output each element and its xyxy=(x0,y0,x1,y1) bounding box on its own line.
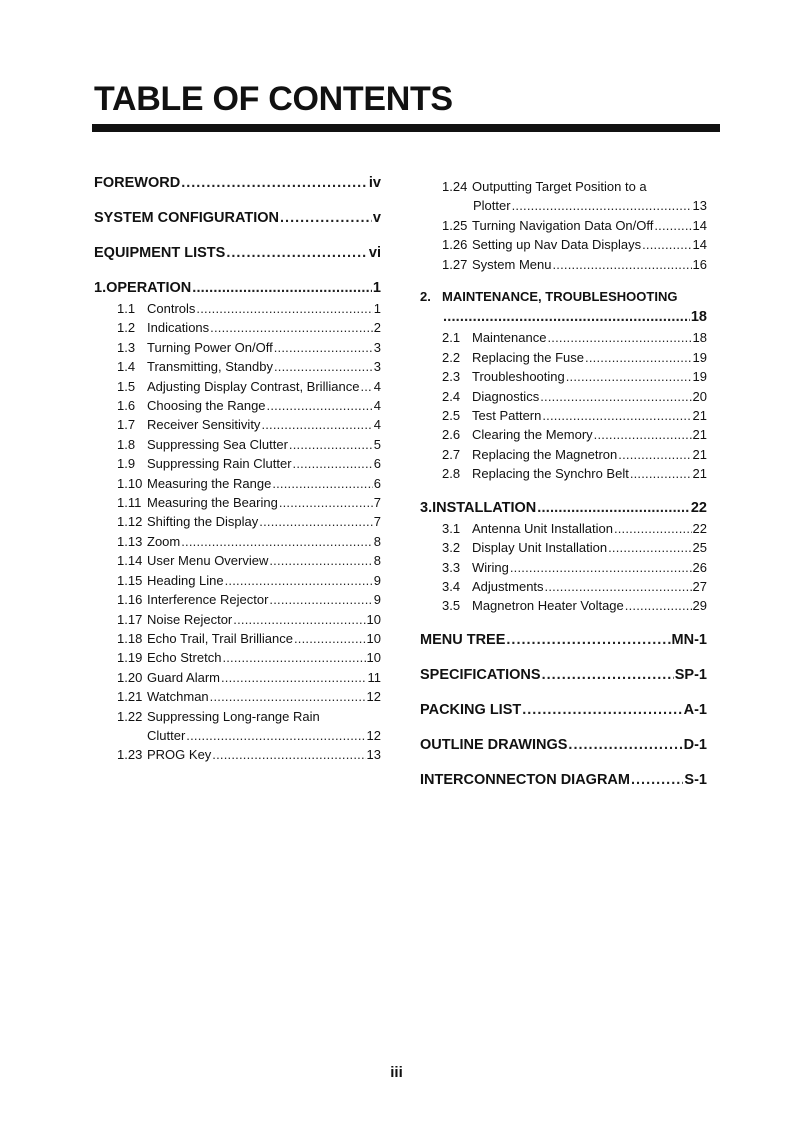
section-number: 3.2 xyxy=(442,540,461,556)
section-label: Receiver Sensitivity xyxy=(147,417,261,433)
toc-section[interactable] xyxy=(94,474,381,493)
section-number: 3.1 xyxy=(442,520,461,536)
section-number: 1.17 xyxy=(117,611,143,627)
section-page: 10 xyxy=(366,611,381,627)
entry-page: MN-1 xyxy=(671,631,707,648)
entry-page: A-1 xyxy=(683,701,707,718)
section-label: Measuring the Range xyxy=(147,475,272,491)
section-number: 1.2 xyxy=(117,320,136,336)
section-label: Setting up Nav Data Displays xyxy=(472,237,642,253)
toc-entry-packing-list[interactable] xyxy=(420,699,707,721)
toc-section[interactable] xyxy=(94,571,381,590)
toc-section[interactable] xyxy=(94,551,381,570)
dot-leader xyxy=(274,357,373,376)
dot-leader xyxy=(537,497,690,519)
section-label: Suppressing Sea Clutter xyxy=(147,436,288,452)
section-page: 6 xyxy=(373,456,381,472)
dot-leader xyxy=(608,538,691,557)
toc-entry-foreword[interactable] xyxy=(94,172,381,194)
toc-section[interactable] xyxy=(94,648,381,667)
chapter-label: INSTALLATION xyxy=(432,499,537,516)
section-label: Outputting Target Position to a xyxy=(472,179,647,194)
section-label: Interference Rejector xyxy=(147,592,269,608)
section-number: 1.24 xyxy=(442,179,468,194)
dot-leader xyxy=(233,610,365,629)
section-page: 12 xyxy=(366,727,381,743)
section-page: 4 xyxy=(373,378,381,394)
section-page: 27 xyxy=(692,578,707,594)
toc-section[interactable] xyxy=(420,255,707,274)
section-page: 4 xyxy=(373,417,381,433)
section-page: 7 xyxy=(373,495,381,511)
toc-section[interactable] xyxy=(94,707,381,726)
dot-leader xyxy=(181,532,373,551)
entry-label: PACKING LIST xyxy=(420,701,522,718)
dot-leader xyxy=(272,474,372,493)
entry-label: FOREWORD xyxy=(94,175,181,191)
section-label: Suppressing Rain Clutter xyxy=(147,456,292,472)
dot-leader xyxy=(506,629,670,651)
page-title: TABLE OF CONTENTS xyxy=(94,80,453,118)
toc-section[interactable] xyxy=(94,377,381,396)
section-page: 14 xyxy=(692,217,707,233)
toc-entry-specifications[interactable] xyxy=(420,664,707,686)
section-label: Measuring the Bearing xyxy=(147,495,278,511)
dot-leader xyxy=(568,734,682,756)
dot-leader xyxy=(512,196,692,215)
section-page: 16 xyxy=(692,256,707,272)
section-number: 1.27 xyxy=(442,256,468,272)
section-page: 21 xyxy=(692,427,707,443)
dot-leader xyxy=(542,406,691,425)
section-number: 1.23 xyxy=(117,747,143,763)
section-label: Replacing the Fuse xyxy=(472,349,585,365)
section-number: 2.7 xyxy=(442,446,461,462)
section-label: Indications xyxy=(147,320,210,336)
toc-section-continuation[interactable] xyxy=(420,196,707,215)
section-label: Wiring xyxy=(472,559,509,575)
section-label: Test Pattern xyxy=(472,408,542,424)
section-page: 25 xyxy=(692,540,707,556)
toc-section[interactable] xyxy=(94,745,381,764)
section-page: 19 xyxy=(692,369,707,385)
toc-section[interactable] xyxy=(420,445,707,464)
dot-leader xyxy=(269,551,372,570)
section-label: Replacing the Synchro Belt xyxy=(472,466,629,482)
entry-page: D-1 xyxy=(683,736,707,753)
toc-section[interactable] xyxy=(94,318,381,337)
dot-leader xyxy=(540,387,691,406)
section-label-cont: Clutter xyxy=(147,727,186,743)
section-label: Antenna Unit Installation xyxy=(472,520,613,536)
toc-section[interactable] xyxy=(420,464,707,483)
dot-leader xyxy=(269,590,372,609)
entry-page: iv xyxy=(368,175,381,191)
section-page: 22 xyxy=(692,520,707,536)
dot-leader xyxy=(210,318,373,337)
dot-leader xyxy=(510,558,692,577)
toc-section[interactable] xyxy=(94,396,381,415)
entry-label: SYSTEM CONFIGURATION xyxy=(94,210,280,226)
dot-leader xyxy=(552,255,691,274)
section-label: Echo Trail, Trail Brilliance xyxy=(147,630,293,646)
section-label: Zoom xyxy=(147,533,181,549)
section-number: 2.6 xyxy=(442,427,461,443)
dot-leader xyxy=(274,338,373,357)
dot-leader xyxy=(261,415,372,434)
section-number: 3.3 xyxy=(442,559,461,575)
section-number: 1.13 xyxy=(117,533,143,549)
section-page: 11 xyxy=(367,669,381,685)
section-page: 4 xyxy=(373,398,381,414)
toc-section[interactable] xyxy=(94,687,381,706)
toc-section[interactable] xyxy=(94,338,381,357)
dot-leader xyxy=(212,745,365,764)
section-number: 1.1 xyxy=(117,301,136,316)
toc-right-column xyxy=(420,177,707,791)
section-number: 1.18 xyxy=(117,630,143,646)
section-number: 1.3 xyxy=(117,339,136,355)
section-page: 7 xyxy=(373,514,381,530)
section-number: 1.16 xyxy=(117,592,143,608)
section-label: Adjustments xyxy=(472,578,544,594)
chapter-page: 1 xyxy=(372,280,381,296)
section-number: 3.4 xyxy=(442,578,461,594)
toc-section[interactable] xyxy=(94,299,381,318)
page-number: iii xyxy=(390,1064,403,1081)
section-number: 1.10 xyxy=(117,475,143,491)
toc-entry-equipment-lists[interactable] xyxy=(94,242,381,264)
dot-leader xyxy=(196,299,372,318)
section-page: 21 xyxy=(692,466,707,482)
dot-leader xyxy=(630,464,692,483)
section-page: 8 xyxy=(373,553,381,569)
dot-leader xyxy=(192,277,372,299)
toc-entry-system-configuration[interactable] xyxy=(94,207,381,229)
dot-leader xyxy=(545,577,692,596)
section-label: Turning Power On/Off xyxy=(147,339,273,355)
section-page: 29 xyxy=(692,598,707,614)
section-number: 1.11 xyxy=(117,495,142,511)
dot-leader xyxy=(225,571,373,590)
toc-section[interactable] xyxy=(94,454,381,473)
toc-section[interactable] xyxy=(420,216,707,235)
toc-section[interactable] xyxy=(94,415,381,434)
entry-page: S-1 xyxy=(684,771,707,788)
toc-section[interactable] xyxy=(94,493,381,512)
section-label: Maintenance xyxy=(472,330,547,346)
section-label: Transmitting, Standby xyxy=(147,359,273,375)
toc-section[interactable] xyxy=(94,590,381,609)
section-label: User Menu Overview xyxy=(147,553,269,569)
dot-leader xyxy=(614,519,692,538)
toc-section[interactable] xyxy=(94,357,381,376)
section-page: 3 xyxy=(373,359,381,375)
section-label: Noise Rejector xyxy=(147,611,233,627)
dot-leader xyxy=(181,172,368,194)
section-page: 14 xyxy=(692,237,707,253)
entry-label: EQUIPMENT LISTS xyxy=(94,245,226,261)
section-number: 1.21 xyxy=(117,689,143,705)
section-number: 1.25 xyxy=(442,217,468,233)
entry-label: MENU TREE xyxy=(420,631,506,648)
section-page: 3 xyxy=(373,339,381,355)
entry-page: vi xyxy=(368,245,381,261)
toc-section[interactable] xyxy=(420,348,707,367)
section-number: 2.3 xyxy=(442,369,461,385)
entry-label: INTERCONNECTON DIAGRAM xyxy=(420,771,630,788)
section-number: 1.12 xyxy=(117,514,143,530)
section-label: Choosing the Range xyxy=(147,398,266,414)
toc-chapter-3[interactable] xyxy=(420,497,707,519)
toc-section[interactable] xyxy=(420,177,707,196)
toc-chapter-2[interactable] xyxy=(420,287,707,306)
section-page: 19 xyxy=(692,349,707,365)
section-label: Magnetron Heater Voltage xyxy=(472,598,624,614)
section-number: 3.5 xyxy=(442,598,461,614)
toc-section[interactable] xyxy=(420,235,707,254)
section-page: 10 xyxy=(366,650,381,666)
section-page: 9 xyxy=(373,572,381,588)
section-label: Shifting the Display xyxy=(147,514,259,530)
section-number: 1.9 xyxy=(117,456,136,472)
section-page: 8 xyxy=(373,533,381,549)
toc-entry-menu-tree[interactable] xyxy=(420,629,707,651)
toc-section[interactable] xyxy=(420,577,707,596)
dot-leader xyxy=(566,367,692,386)
section-number: 1.14 xyxy=(117,553,143,569)
entry-label: SPECIFICATIONS xyxy=(420,666,541,683)
section-number: 2.2 xyxy=(442,349,461,365)
toc-chapter-2-leader[interactable] xyxy=(420,306,707,328)
chapter-label: MAINTENANCE, TROUBLESHOOTING xyxy=(442,289,678,305)
toc-section[interactable] xyxy=(420,425,707,444)
section-page: 26 xyxy=(692,559,707,575)
title-rule xyxy=(92,124,720,132)
section-label: Suppressing Long-range Rain xyxy=(147,708,320,724)
toc-section[interactable] xyxy=(420,328,707,347)
toc-section[interactable] xyxy=(420,596,707,615)
section-label: Watchman xyxy=(147,689,209,705)
chapter-number: 1. xyxy=(94,280,107,296)
dot-leader xyxy=(289,435,373,454)
section-label: Adjusting Display Contrast, Brilliance xyxy=(147,378,360,394)
section-page: 18 xyxy=(692,330,707,346)
section-page: 5 xyxy=(373,436,381,452)
section-number: 2.4 xyxy=(442,388,461,404)
section-page: 6 xyxy=(373,475,381,491)
section-page: 13 xyxy=(692,198,707,214)
toc-section[interactable] xyxy=(94,435,381,454)
section-label: Replacing the Magnetron xyxy=(472,446,618,462)
section-number: 1.6 xyxy=(117,398,136,414)
toc-section[interactable] xyxy=(94,668,381,687)
toc-section[interactable] xyxy=(94,532,381,551)
section-page: 13 xyxy=(366,747,381,763)
toc-section[interactable] xyxy=(420,406,707,425)
dot-leader xyxy=(259,512,372,531)
dot-leader xyxy=(443,306,690,328)
section-number: 1.22 xyxy=(117,708,143,724)
dot-leader xyxy=(654,216,691,235)
section-label: PROG Key xyxy=(147,747,212,763)
chapter-page: 22 xyxy=(690,499,707,516)
toc-section[interactable] xyxy=(420,387,707,406)
dot-leader xyxy=(585,348,692,367)
section-number: 1.20 xyxy=(117,669,143,685)
chapter-label: OPERATION xyxy=(106,280,192,296)
section-label: Clearing the Memory xyxy=(472,427,593,443)
section-number: 1.19 xyxy=(117,650,143,666)
toc-section[interactable] xyxy=(420,558,707,577)
section-label: Display Unit Installation xyxy=(472,540,608,556)
dot-leader xyxy=(293,454,373,473)
chapter-number: 3. xyxy=(420,499,433,516)
section-label: Guard Alarm xyxy=(147,669,220,685)
toc-section[interactable] xyxy=(420,538,707,557)
chapter-page: 18 xyxy=(690,309,707,326)
section-number: 1.8 xyxy=(117,436,136,452)
section-page: 20 xyxy=(692,388,707,404)
section-label: Diagnostics xyxy=(472,388,540,404)
entry-page: SP-1 xyxy=(674,666,707,683)
dot-leader xyxy=(267,396,373,415)
section-number: 1.7 xyxy=(117,417,136,433)
section-page: 9 xyxy=(373,592,381,608)
entry-page: v xyxy=(372,210,381,226)
dot-leader xyxy=(625,596,692,615)
section-page: 12 xyxy=(366,689,381,705)
toc-section[interactable] xyxy=(420,367,707,386)
section-label: Troubleshooting xyxy=(472,369,565,385)
dot-leader xyxy=(631,769,683,791)
toc-left-column xyxy=(94,172,381,765)
dot-leader xyxy=(542,664,674,686)
dot-leader xyxy=(522,699,682,721)
section-page: 1 xyxy=(373,301,381,316)
section-label: Controls xyxy=(147,301,196,316)
dot-leader xyxy=(226,242,368,264)
section-number: 1.26 xyxy=(442,237,468,253)
dot-leader xyxy=(222,648,365,667)
toc-entry-interconnection-diagram[interactable] xyxy=(420,769,707,791)
dot-leader xyxy=(642,235,691,254)
toc-section[interactable] xyxy=(94,512,381,531)
section-page: 2 xyxy=(373,320,381,336)
toc-section[interactable] xyxy=(420,519,707,538)
dot-leader xyxy=(280,207,372,229)
section-number: 1.15 xyxy=(117,572,143,588)
section-number: 1.4 xyxy=(117,359,136,375)
dot-leader xyxy=(360,377,372,396)
section-number: 2.1 xyxy=(442,330,461,346)
section-label: Heading Line xyxy=(147,572,224,588)
toc-section[interactable] xyxy=(94,629,381,648)
toc-entry-outline-drawings[interactable] xyxy=(420,734,707,756)
dot-leader xyxy=(279,493,373,512)
section-number: 1.5 xyxy=(117,378,136,394)
toc-section-continuation[interactable] xyxy=(94,726,381,745)
section-page: 21 xyxy=(692,446,707,462)
dot-leader xyxy=(210,687,366,706)
dot-leader xyxy=(221,668,367,687)
section-label: Turning Navigation Data On/Off xyxy=(472,217,654,233)
section-label: System Menu xyxy=(472,256,552,272)
section-label: Echo Stretch xyxy=(147,650,222,666)
entry-label: OUTLINE DRAWINGS xyxy=(420,736,568,753)
toc-chapter-1[interactable] xyxy=(94,277,381,299)
section-number: 2.5 xyxy=(442,408,461,424)
chapter-number: 2. xyxy=(420,289,431,305)
section-page: 21 xyxy=(692,408,707,424)
toc-section[interactable] xyxy=(94,610,381,629)
section-label-cont: Plotter xyxy=(473,198,511,214)
dot-leader xyxy=(594,425,692,444)
section-page: 10 xyxy=(366,630,381,646)
dot-leader xyxy=(294,629,366,648)
dot-leader xyxy=(186,726,365,745)
dot-leader xyxy=(618,445,691,464)
section-number: 2.8 xyxy=(442,466,461,482)
dot-leader xyxy=(547,328,691,347)
